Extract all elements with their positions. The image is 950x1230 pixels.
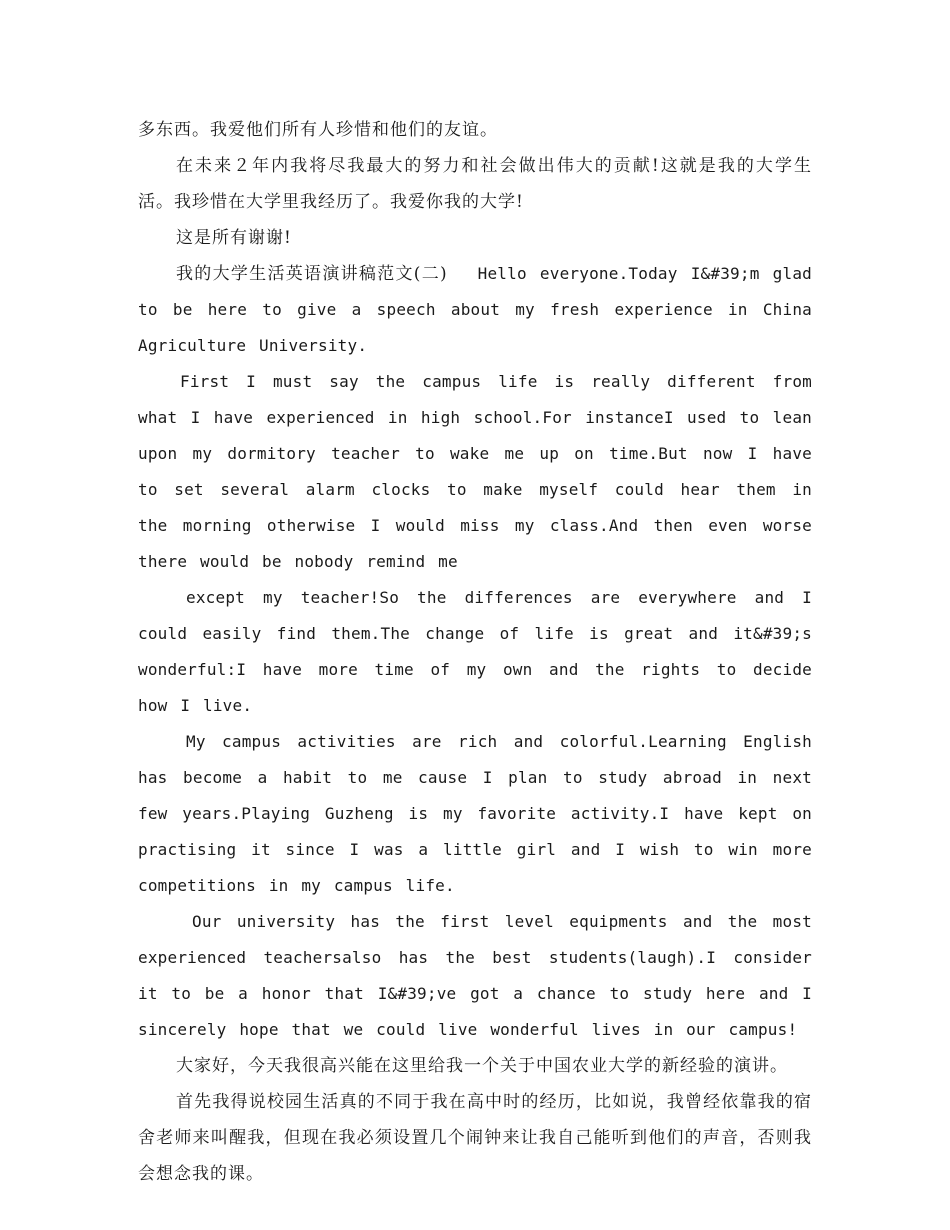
paragraph-differences-everywhere: except my teacher!So the differences are everywhere and I could easily find them.The change of life is great and it&#39;s wonderful:I have more time of my own and the rights to decide how I live. [138,588,812,715]
paragraph-university-equipment: Our university has the first level equipments and the most experienced teachersalso has the best students(laugh).I consider it to be a honor that I&#39;ve got a chance to study here and I sincerely hope that we could live wonderful lives in our campus! [138,912,812,1039]
paragraph-friends-closing: 多东西。我爱他们所有人珍惜和他们的友谊。 [138,120,498,140]
paragraph-speech-two-intro [138,256,812,364]
speech-two-greeting: Hello everyone.Today I&#39;m glad to be here to give a speech about my fresh experience in China Agriculture University. [138,264,812,355]
document-page [138,112,812,1192]
speech-two-title: 我的大学生活英语演讲稿范文(二) [176,264,448,284]
paragraph-cn-campus-life: 首先我得说校园生活真的不同于我在高中时的经历，比如说，我曾经依靠我的宿舍老师来叫醒我，但现在我必须设置几个闹钟来让我自己能听到他们的声音，否则我会想念我的课。 [138,1092,812,1184]
paragraph-future-contribution: 在未来２年内我将尽我最大的努力和社会做出伟大的贡献!这就是我的大学生活。我珍惜在大学里我经历了。我爱你我的大学! [138,156,812,212]
paragraph-cn-greeting: 大家好，今天我很高兴能在这里给我一个关于中国农业大学的新经验的演讲。 [176,1056,788,1076]
paragraph-campus-life-different: First I must say the campus life is really different from what I have experienced in high school.For instanceI used to lean upon my dormitory teacher to wake me up on time.But now I have to set several alarm clocks to make myself could hear them in the morning otherwise I would miss my class.And then even worse there would be nobody remind me [138,372,812,571]
paragraph-campus-activities: My campus activities are rich and colorful.Learning English has become a habit to me cause I plan to study abroad in next few years.Playing Guzheng is my favorite activity.I have kept on practising it since I was a little girl and I wish to win more competitions in my campus life. [138,732,812,895]
paragraph-thanks: 这是所有谢谢! [176,228,292,248]
